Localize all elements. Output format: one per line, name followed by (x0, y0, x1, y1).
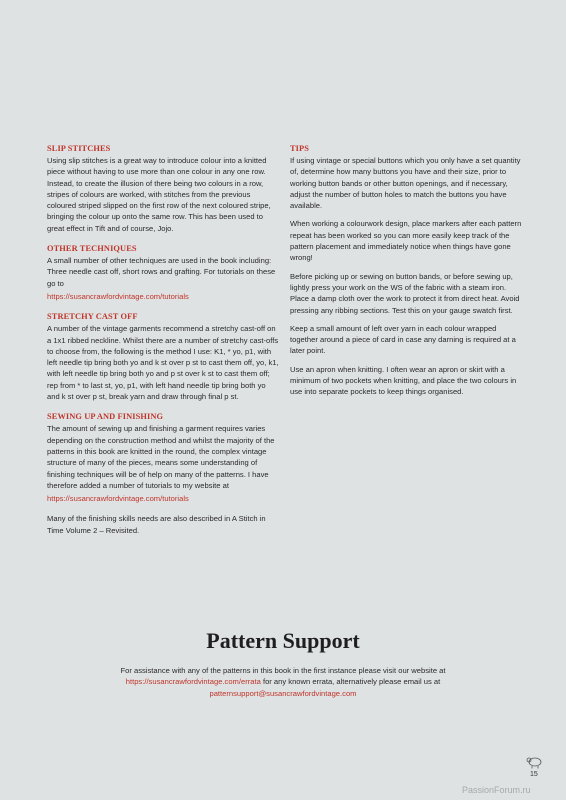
support-line-2-text: for any known errata, alternatively please email us at (260, 677, 441, 687)
support-email-link[interactable]: patternsupport@susancrawfordvintage.com (209, 688, 357, 698)
left-column (47, 143, 279, 545)
support-line-2 (0, 676, 566, 687)
tip-item: When working a colourwork design, place markers after each pattern repeat has been worked so you can more easily keep track of the pattern placement and immediately notice when things have gone wrong! (290, 219, 522, 263)
slip-stitches-text: Using slip stitches is a great way to introduce colour into a knitted piece without having to use more than one colour in any one row. Instead, to create the illusion of there being two colours in a row, stripes of colours are worked, with stitches from the previous coloured striped slipped on the first row of the next coloured stripe, bringing the colour up onto the same row. This has been used to great effect in Tift and of course, Jojo. (47, 156, 271, 233)
sheep-emblem-icon (524, 755, 546, 769)
tutorials-link-1[interactable]: https://susancrawfordvintage.com/tutorials (47, 291, 189, 301)
other-techniques-heading: OTHER TECHNIQUES (47, 244, 137, 254)
other-techniques-text: A small number of other techniques are used in the book including: Three needle cast off, short rows and grafting. For tutorials on these go to (47, 256, 276, 288)
tip-item: Use an apron when knitting. I often wear an apron or skirt with a minimum of two pockets when knitting, and place the two colours in use into separate pockets to keep things organised. (290, 364, 517, 397)
sewing-up-text: The amount of sewing up and finishing a garment requires varies depending on the construction method and whilst the majority of the patterns in this book are knitted in the round, the complex vintage structure of many of the pieces, means some understanding of finishing techniques will be of help on many of the patterns. I have therefore added a number of tutorials to my website at (47, 424, 275, 490)
sewing-up-heading: SEWING UP AND FINISHING (47, 412, 164, 422)
tip-item: Keep a small amount of left over yarn in each colour wrapped together around a piece of card in case any darning is required at a later point. (290, 323, 516, 356)
support-line-1: For assistance with any of the patterns in this book in the first instance please visit our website at (120, 666, 446, 675)
pattern-support-section (0, 628, 566, 699)
stretchy-cast-off-heading: STRETCHY CAST OFF (47, 312, 138, 322)
slip-stitches-heading: SLIP STITCHES (47, 144, 111, 153)
tutorials-link-2[interactable]: https://susancrawfordvintage.com/tutorials (47, 494, 189, 504)
watermark: PassionForum.ru (462, 785, 531, 795)
tips-heading: TIPS (290, 144, 310, 153)
stretchy-cast-off-text: A number of the vintage garments recommend a stretchy cast-off on a 1x1 ribbed neckline. Whilst there are a number of stretchy cast-offs to choose from, the following is the method I use: K1, * yo, p1, with left needle tip bring both yo and k st over p st to cast them off, yo, k1, with left needle tip bring both yo and p st over k st to cast them off; rep from * to last st, yo, p1, with left hand needle tip bring both yo and k st over p st, break yarn and draw through final p st. (47, 324, 279, 402)
page-number: 15 (530, 771, 538, 778)
right-column (290, 143, 522, 405)
tip-item: If using vintage or special buttons which you only have a set quantity of, determine how many buttons you have and their size, prior to working button bands or other button openings, and if necessary, adjust the number of button holes to match the buttons you have available. (290, 156, 521, 211)
sewing-up-text-2: Many of the finishing skills needs are also described in A Stitch in Time Volume 2 – Revisited. (47, 514, 266, 535)
tip-item: Before picking up or sewing on button bands, or before sewing up, lightly press your work on the WS of the fabric with a steam iron. Place a damp cloth over the work to protect it from direct heat. Avoid pressing any ribbing sections. Test this on your gauge swatch first. (290, 271, 520, 315)
pattern-support-title: Pattern Support (206, 628, 360, 653)
errata-link[interactable]: https://susancrawfordvintage.com/errata (125, 677, 261, 687)
